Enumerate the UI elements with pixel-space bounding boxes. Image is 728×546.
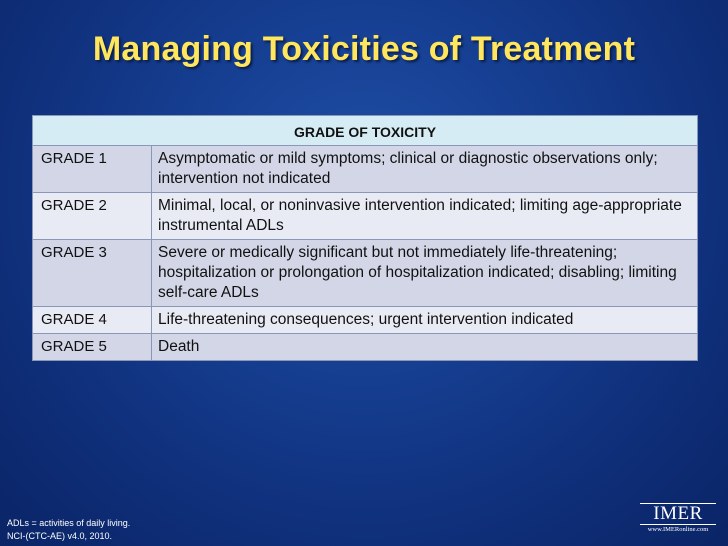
- slide-title: Managing Toxicities of Treatment: [92, 30, 636, 68]
- footnote-abbreviation: ADLs = activities of daily living.: [7, 518, 131, 528]
- grade-description: Severe or medically significant but not immediately life-threatening; hospitalization or prolongation of hospitalization indicated; disabling; limiting self-care ADLs: [152, 240, 698, 307]
- toxicity-grade-table: [32, 115, 698, 361]
- grade-label: GRADE 5: [33, 334, 152, 361]
- grade-description: Minimal, local, or noninvasive intervention indicated; limiting age-appropriate instrumental ADLs: [152, 193, 698, 240]
- table-row: [33, 307, 698, 334]
- grade-label: GRADE 4: [33, 307, 152, 334]
- grade-description: Asymptomatic or mild symptoms; clinical or diagnostic observations only; intervention not indicated: [152, 146, 698, 193]
- table-header-row: [33, 116, 698, 146]
- grade-label: GRADE 3: [33, 240, 152, 307]
- imer-logo: [636, 503, 720, 534]
- grade-label: GRADE 2: [33, 193, 152, 240]
- table-row: [33, 240, 698, 307]
- table-row: [33, 334, 698, 361]
- grade-description: Death: [152, 334, 698, 361]
- footnote-source: NCI-(CTC-AE) v4.0, 2010.: [7, 531, 113, 541]
- table-header: GRADE OF TOXICITY: [33, 116, 698, 146]
- table-row: [33, 193, 698, 240]
- table-row: [33, 146, 698, 193]
- logo-url: www.IMERonline.com: [647, 526, 709, 533]
- footnote: [7, 517, 130, 543]
- grade-description: Life-threatening consequences; urgent intervention indicated: [152, 307, 698, 334]
- grade-label: GRADE 1: [33, 146, 152, 193]
- logo-word: IMER: [653, 503, 703, 524]
